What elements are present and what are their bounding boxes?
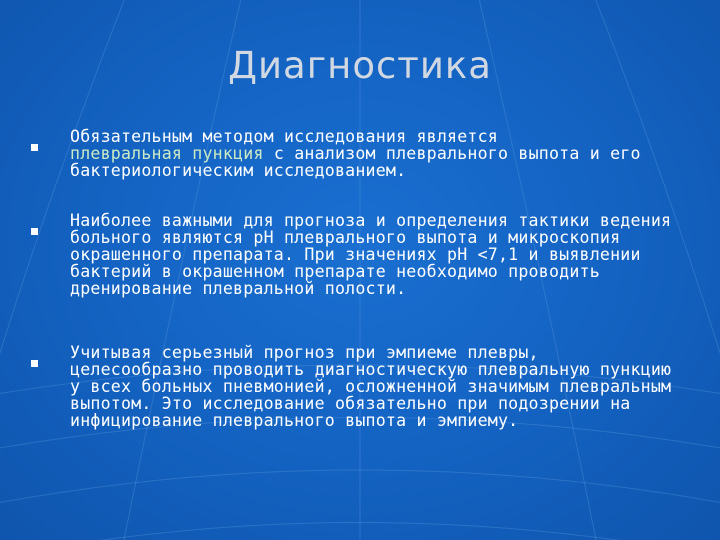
bullet-marker [31,228,38,235]
highlight-pleural-puncture: плевральная пункция [70,144,264,163]
bullet-item-puncture [70,128,680,179]
bullet-item-empyema: Учитывая серьезный прогноз при эмпиеме плевры, целесообразно проводить диагностическую плевральную пункцию у всех больных пневмонией, осложненной значимым плевральным выпотом. Это исследование обязательно при подозрении на инфицирование плеврального выпота и эмпиему. [70,343,672,430]
bullet-rest-text: с анализом плеврального выпота и его бактериологическим исследованием. [70,144,641,180]
bullet-marker [31,360,38,367]
slide-title: Диагностика [228,44,492,87]
bullet-lead-text: Обязательным методом исследования является [70,127,498,146]
bullet-item-drainage: Наиболее важными для прогноза и определения тактики ведения больного являются рН плеврального выпота и микроскопия окрашенного препарата. При значениях рН <7,1 и выявлении бактерий в окрашенном препарате необходимо проводить дренирование плевральной полости. [70,211,672,298]
bullet-marker [31,144,38,151]
